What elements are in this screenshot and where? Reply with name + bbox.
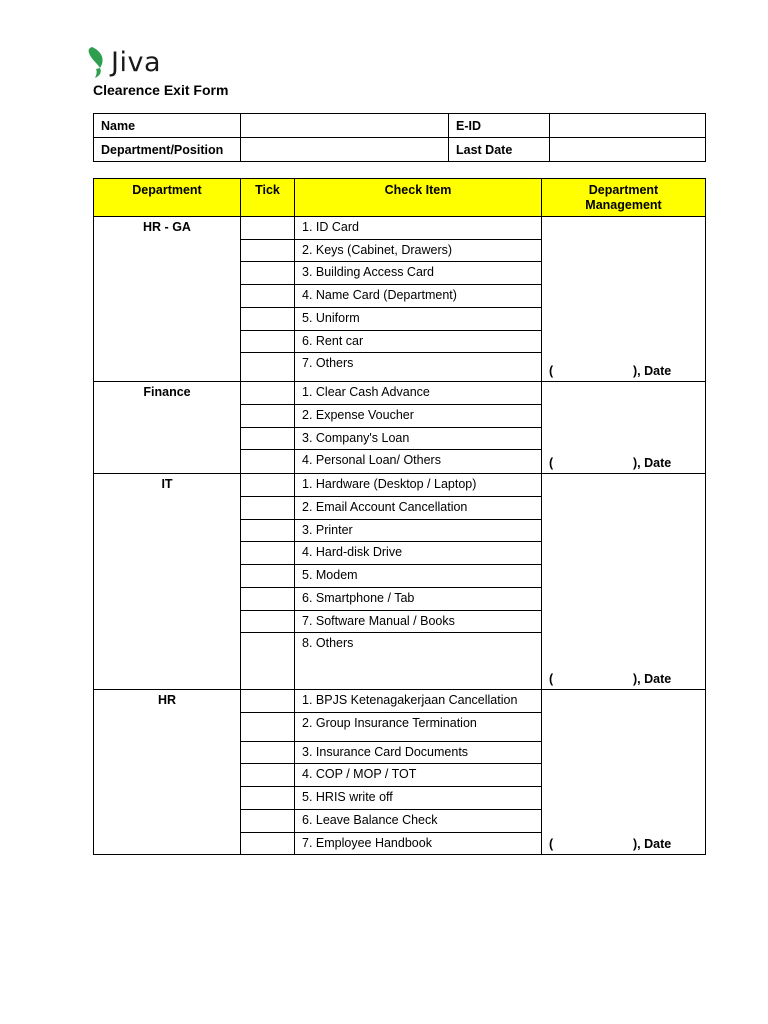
- tick-cell[interactable]: [241, 565, 295, 588]
- last-date-label: Last Date: [449, 138, 550, 162]
- tick-cell[interactable]: [241, 690, 295, 713]
- employee-info-table: [93, 113, 706, 162]
- check-item: 1. ID Card: [295, 217, 542, 240]
- tick-cell[interactable]: [241, 809, 295, 832]
- tick-cell[interactable]: [241, 330, 295, 353]
- department-name-finance: Finance: [94, 382, 241, 474]
- signature-date-line: [549, 456, 705, 470]
- tick-cell[interactable]: [241, 764, 295, 787]
- check-item: 5. Modem: [295, 565, 542, 588]
- management-signature-finance[interactable]: [542, 382, 706, 474]
- tick-cell[interactable]: [241, 610, 295, 633]
- form-title: Clearence Exit Form: [93, 82, 229, 98]
- signature-close-date: ), Date: [633, 364, 672, 378]
- tick-cell[interactable]: [241, 633, 295, 690]
- check-item: 4. Name Card (Department): [295, 285, 542, 308]
- signature-date-line: [549, 837, 705, 851]
- department-name-hr-ga: HR - GA: [94, 217, 241, 382]
- check-item: 6. Leave Balance Check: [295, 809, 542, 832]
- header-tick: Tick: [241, 179, 295, 217]
- tick-cell[interactable]: [241, 450, 295, 474]
- check-item: 6. Smartphone / Tab: [295, 587, 542, 610]
- signature-close-date: ), Date: [633, 456, 672, 470]
- eid-label: E-ID: [449, 114, 550, 138]
- info-row-name: [94, 114, 706, 138]
- leaf-icon: [85, 45, 109, 79]
- check-item: 4. Personal Loan/ Others: [295, 450, 542, 474]
- check-item: 4. COP / MOP / TOT: [295, 764, 542, 787]
- brand-name: Jiva: [111, 46, 161, 78]
- check-item: 7. Software Manual / Books: [295, 610, 542, 633]
- check-item: 2. Keys (Cabinet, Drawers): [295, 239, 542, 262]
- signature-close-date: ), Date: [633, 837, 672, 851]
- check-item: 1. Clear Cash Advance: [295, 382, 542, 405]
- tick-cell[interactable]: [241, 787, 295, 810]
- name-label: Name: [94, 114, 241, 138]
- checklist-sections: [94, 217, 706, 855]
- header-check-item: Check Item: [295, 179, 542, 217]
- checklist-row-finance: [94, 382, 706, 405]
- check-item: 3. Printer: [295, 519, 542, 542]
- check-item: 4. Hard-disk Drive: [295, 542, 542, 565]
- check-item: 3. Insurance Card Documents: [295, 741, 542, 764]
- tick-cell[interactable]: [241, 832, 295, 855]
- department-name-it: IT: [94, 474, 241, 690]
- tick-cell[interactable]: [241, 217, 295, 240]
- tick-cell[interactable]: [241, 427, 295, 450]
- check-item: 5. Uniform: [295, 307, 542, 330]
- last-date-field[interactable]: [550, 138, 706, 162]
- check-item: 1. BPJS Ketenagakerjaan Cancellation: [295, 690, 542, 713]
- department-position-label: Department/Position: [94, 138, 241, 162]
- clearance-checklist-table: [93, 178, 706, 855]
- check-item: 5. HRIS write off: [295, 787, 542, 810]
- tick-cell[interactable]: [241, 587, 295, 610]
- check-item: 7. Others: [295, 353, 542, 382]
- tick-cell[interactable]: [241, 474, 295, 497]
- tick-cell[interactable]: [241, 262, 295, 285]
- header-department-management: [542, 179, 706, 217]
- signature-date-line: [549, 364, 705, 378]
- management-signature-hr[interactable]: [542, 690, 706, 855]
- department-position-field[interactable]: [241, 138, 449, 162]
- checklist-row-hr: [94, 690, 706, 713]
- signature-open-paren: (: [549, 364, 554, 378]
- checklist-header-row: [94, 179, 706, 217]
- signature-date-line: [549, 672, 705, 686]
- company-logo: [85, 44, 161, 80]
- management-signature-hr-ga[interactable]: [542, 217, 706, 382]
- check-item: 3. Company's Loan: [295, 427, 542, 450]
- tick-cell[interactable]: [241, 382, 295, 405]
- signature-close-date: ), Date: [633, 672, 672, 686]
- management-signature-it[interactable]: [542, 474, 706, 690]
- tick-cell[interactable]: [241, 519, 295, 542]
- check-item: 2. Group Insurance Termination: [295, 712, 542, 741]
- tick-cell[interactable]: [241, 712, 295, 741]
- eid-field[interactable]: [550, 114, 706, 138]
- tick-cell[interactable]: [241, 404, 295, 427]
- check-item: 3. Building Access Card: [295, 262, 542, 285]
- checklist-row-hr-ga: [94, 217, 706, 240]
- tick-cell[interactable]: [241, 353, 295, 382]
- checklist-row-it: [94, 474, 706, 497]
- check-item: 2. Expense Voucher: [295, 404, 542, 427]
- header-mgmt-line2: Management: [585, 198, 662, 212]
- tick-cell[interactable]: [241, 239, 295, 262]
- check-item: 6. Rent car: [295, 330, 542, 353]
- check-item: 1. Hardware (Desktop / Laptop): [295, 474, 542, 497]
- check-item: 2. Email Account Cancellation: [295, 496, 542, 519]
- check-item: 8. Others: [295, 633, 542, 690]
- header-department: Department: [94, 179, 241, 217]
- tick-cell[interactable]: [241, 285, 295, 308]
- signature-open-paren: (: [549, 672, 554, 686]
- info-row-department: [94, 138, 706, 162]
- signature-open-paren: (: [549, 837, 554, 851]
- tick-cell[interactable]: [241, 307, 295, 330]
- tick-cell[interactable]: [241, 496, 295, 519]
- name-field[interactable]: [241, 114, 449, 138]
- tick-cell[interactable]: [241, 741, 295, 764]
- department-name-hr: HR: [94, 690, 241, 855]
- signature-open-paren: (: [549, 456, 554, 470]
- header-mgmt-line1: Department: [588, 183, 659, 197]
- tick-cell[interactable]: [241, 542, 295, 565]
- check-item: 7. Employee Handbook: [295, 832, 542, 855]
